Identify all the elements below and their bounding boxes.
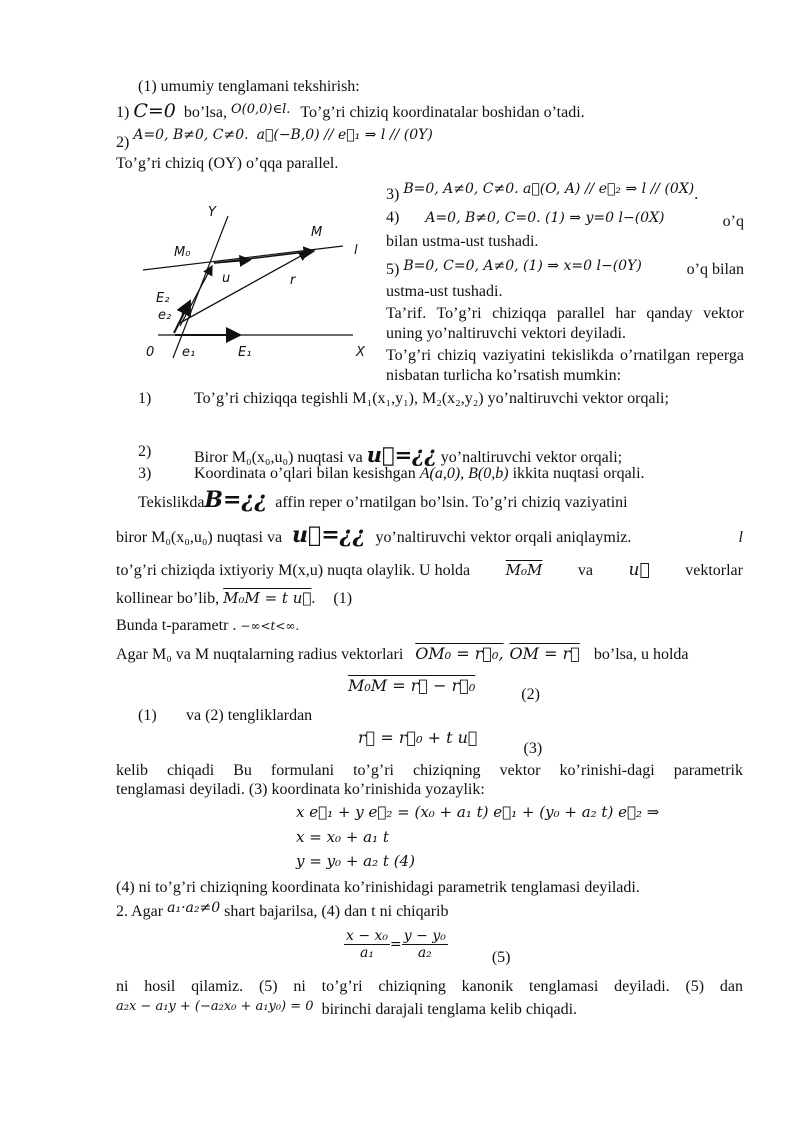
list-item-1-number: 1) bbox=[138, 390, 152, 407]
list-item-3 bbox=[194, 465, 645, 483]
case-2-text: To’g’ri chiziq (OY) o’qqa parallel. bbox=[116, 155, 339, 172]
list-item-2-formula: u⃗=¿¿ bbox=[366, 442, 437, 467]
list-item-3-text-b: ikkita nuqtasi orqali. bbox=[508, 465, 645, 482]
equation-5-right-num: y − y₀ bbox=[403, 928, 446, 944]
case-1-conclusion: To’g’ri chiziq koordinatalar boshidan o’tadi. bbox=[300, 104, 585, 121]
radius-text-a: Agar M₀ va M nuqtalarning radius vektorlari bbox=[116, 646, 404, 663]
para1-g: vektorlar bbox=[685, 562, 743, 579]
case-5-number: 5) bbox=[386, 261, 400, 278]
list-item-2-text-b: yo’naltiruvchi vektor orqali; bbox=[440, 449, 623, 466]
para1-line3 bbox=[116, 561, 743, 581]
equation-2-expr: M₀M = r⃗ − r⃗₀ bbox=[348, 676, 476, 695]
radius-text-b: bo’lsa, u holda bbox=[593, 646, 689, 663]
vector-r bbox=[178, 252, 308, 324]
case-3-line bbox=[386, 180, 699, 203]
t-parameter-range: −∞<t<∞. bbox=[240, 619, 300, 633]
equation-5-right-den: a₂ bbox=[417, 945, 432, 962]
equation-2-number: (2) bbox=[521, 686, 540, 703]
para1-a: Tekislikda bbox=[138, 494, 205, 511]
line-figure bbox=[128, 198, 378, 363]
canonical-line1: ni hosil qilamiz. (5) ni to’g’ri chiziqning kanonik tenglamasi deyiladi. (5) dan bbox=[116, 978, 743, 995]
equation-5-eq: = bbox=[390, 936, 402, 953]
case-1-number: 1) bbox=[116, 104, 130, 121]
equation-2 bbox=[348, 676, 540, 703]
label-Y: Y bbox=[208, 205, 216, 220]
label-u: u bbox=[222, 271, 231, 286]
list-item-3-points: A(a,0), B(0,b) bbox=[419, 465, 509, 482]
list-item-1-text: To’g’ri chiziqqa tegishli M₁(x₁,y₁), M₂(x₂,y₂) yo’naltiruvchi vektor orqali; bbox=[194, 390, 669, 407]
case-1-point: O(0,0)∈l. bbox=[230, 102, 291, 117]
vector-para-line2: tenglamasi deyiladi. (3) koordinata ko’rinishida yozaylik: bbox=[116, 781, 485, 798]
case-4-line2: bilan ustma-ust tushadi. bbox=[386, 233, 539, 250]
list-item-3-text-a: Koordinata o’qlari bilan kesishgan bbox=[194, 465, 420, 482]
parametric-text: (4) ni to’g’ri chiziqning koordinata ko’rinishidagi parametrik tenglamasi deyiladi. bbox=[116, 879, 640, 896]
case-4-line bbox=[386, 209, 744, 230]
label-l: l bbox=[354, 243, 358, 258]
equation-3 bbox=[358, 728, 543, 757]
para1-d: yo’naltiruvchi vektor orqali aniqlaymiz. bbox=[375, 529, 632, 546]
case-1-text: bo’lsa, bbox=[183, 104, 227, 121]
case-2-vector: a⃗(−B,0) // e⃗₁ ⇒ l // (0Y) bbox=[256, 127, 433, 143]
radius-line bbox=[116, 645, 743, 664]
definition-text: Ta’rif. To’g’ri chiziqqa parallel har qanday vektor uning yo’naltiruvchi vektori deyiladi. bbox=[386, 305, 744, 342]
equation-5-left bbox=[344, 928, 390, 961]
para1-f: va bbox=[577, 562, 594, 579]
para1-formula-b: B=¿¿ bbox=[204, 487, 268, 513]
case-5-line bbox=[386, 257, 744, 278]
para1-line4 bbox=[116, 590, 352, 608]
list-item-2-text-a: Biror M₀(x₀,u₀) nuqtasi va bbox=[194, 449, 363, 466]
list-item-2 bbox=[194, 443, 622, 467]
section-heading: (1) umumiy tenglamani tekshirish: bbox=[138, 78, 360, 95]
condition-2-a: 2. Agar bbox=[116, 903, 164, 920]
para1-b: affin reper o’rnatilgan bo’lsin. To’g’ri chiziq vaziyatini bbox=[275, 494, 628, 511]
radius-om0: OM₀ = r⃗₀, bbox=[415, 644, 504, 663]
label-e1: e₁ bbox=[182, 345, 196, 360]
t-parameter-line bbox=[116, 617, 299, 635]
coord-equation-3: y = y₀ + a₂ t (4) bbox=[296, 852, 415, 870]
equation-5-right bbox=[402, 928, 448, 961]
list-item-3-number: 3) bbox=[138, 465, 152, 482]
label-E1: E₁ bbox=[238, 345, 252, 360]
condition-2-b: shart bajarilsa, (4) dan t ni chiqarib bbox=[224, 903, 449, 920]
para1-line2 bbox=[116, 523, 743, 548]
coord-equation-1: x e⃗₁ + y e⃗₂ = (x₀ + a₁ t) e⃗₁ + (y₀ + a₂ t) e⃗₂ ⇒ bbox=[296, 803, 660, 821]
label-r0: r₀ bbox=[181, 305, 192, 320]
case-3-number: 3) bbox=[386, 186, 400, 203]
para1-uvec: u⃗ bbox=[628, 560, 650, 580]
case-5-line2: ustma-ust tushadi. bbox=[386, 283, 503, 300]
para1-h: kollinear bo’lib, bbox=[116, 590, 220, 607]
vector-para-line1: kelib chiqadi Bu formulani to’g’ri chiziqning vektor ko’rinishi-dagi parametrik bbox=[116, 762, 743, 779]
para1-m0m: M₀M bbox=[505, 561, 543, 579]
label-X: X bbox=[356, 345, 365, 360]
equation-5 bbox=[344, 928, 511, 967]
canonical-expr: a₂x − a₁y + (−a₂x₀ + a₁y₀) = 0 bbox=[116, 999, 314, 1014]
case-2-number: 2) bbox=[116, 134, 130, 151]
equation-5-left-den: a₁ bbox=[360, 945, 374, 962]
case-2-line bbox=[116, 126, 433, 151]
case-4-tail: o’q bbox=[722, 213, 744, 230]
case-1-condition: C=0 bbox=[133, 100, 176, 122]
from-1-2-text: va (2) tengliklardan bbox=[186, 707, 313, 724]
list-item-2-number: 2) bbox=[138, 443, 152, 460]
label-r: r bbox=[290, 273, 296, 288]
case-1-line bbox=[116, 101, 585, 123]
equation-3-expr: r⃗ = r⃗₀ + t u⃗ bbox=[358, 728, 478, 747]
para1-c: biror M₀(x₀,u₀) nuqtasi va bbox=[116, 529, 283, 546]
canonical-tail: birinchi darajali tenglama kelib chiqadi. bbox=[321, 1001, 578, 1018]
radius-om: OM = r⃗ bbox=[509, 644, 580, 663]
t-parameter-text: Bunda t-parametr . bbox=[116, 617, 237, 634]
equation-5-number: (5) bbox=[491, 949, 511, 967]
canonical-line2 bbox=[116, 1001, 577, 1019]
case-5-tail: o’q bilan bbox=[686, 261, 744, 278]
line-l bbox=[143, 246, 343, 270]
coord-equation-2: x = x₀ + a₁ t bbox=[296, 828, 389, 846]
equation-1: M₀M = t u⃗ bbox=[223, 589, 312, 607]
para1-line1 bbox=[116, 488, 743, 513]
para1-formula-u: u⃗=¿¿ bbox=[292, 522, 366, 548]
case-4-number: 4) bbox=[386, 209, 400, 226]
case-5-expression: B=0, C=0, A≠0, (1) ⇒ x=0 l−(0Y) bbox=[403, 258, 642, 274]
label-M0: M₀ bbox=[174, 245, 191, 260]
equation-3-number: (3) bbox=[523, 740, 543, 757]
para1-e: to’g’ri chiziqda ixtiyoriy M(x,u) nuqta olaylik. U holda bbox=[116, 562, 471, 579]
case-3-dot: . bbox=[694, 186, 699, 203]
label-O: 0 bbox=[146, 345, 155, 360]
condition-2-expr: a₁·a₂≠0 bbox=[167, 900, 221, 916]
case-4-expression: A=0, B≠0, C=0. (1) ⇒ y=0 l−(0X) bbox=[425, 210, 665, 226]
equation-5-left-num: x − x₀ bbox=[346, 928, 389, 944]
para1-l: l bbox=[738, 529, 743, 546]
position-intro: To’g’ri chiziq vaziyatini tekislikda o’rnatilgan reperga nisbatan turlicha ko’rsatish mumkin: bbox=[386, 347, 744, 384]
label-M: M bbox=[311, 225, 323, 240]
from-1-2-number: (1) bbox=[138, 707, 157, 724]
case-2-condition: A=0, B≠0, C≠0. bbox=[133, 127, 249, 143]
equation-1-dot: . bbox=[311, 590, 316, 607]
case-3-expression: B=0, A≠0, C≠0. a⃗(O, A) // e⃗₂ ⇒ l // (0X) bbox=[403, 181, 695, 197]
equation-1-number: (1) bbox=[333, 590, 353, 607]
condition-2-line bbox=[116, 900, 449, 921]
label-e2: e₂ bbox=[158, 308, 172, 323]
label-E2: E₂ bbox=[156, 291, 170, 306]
